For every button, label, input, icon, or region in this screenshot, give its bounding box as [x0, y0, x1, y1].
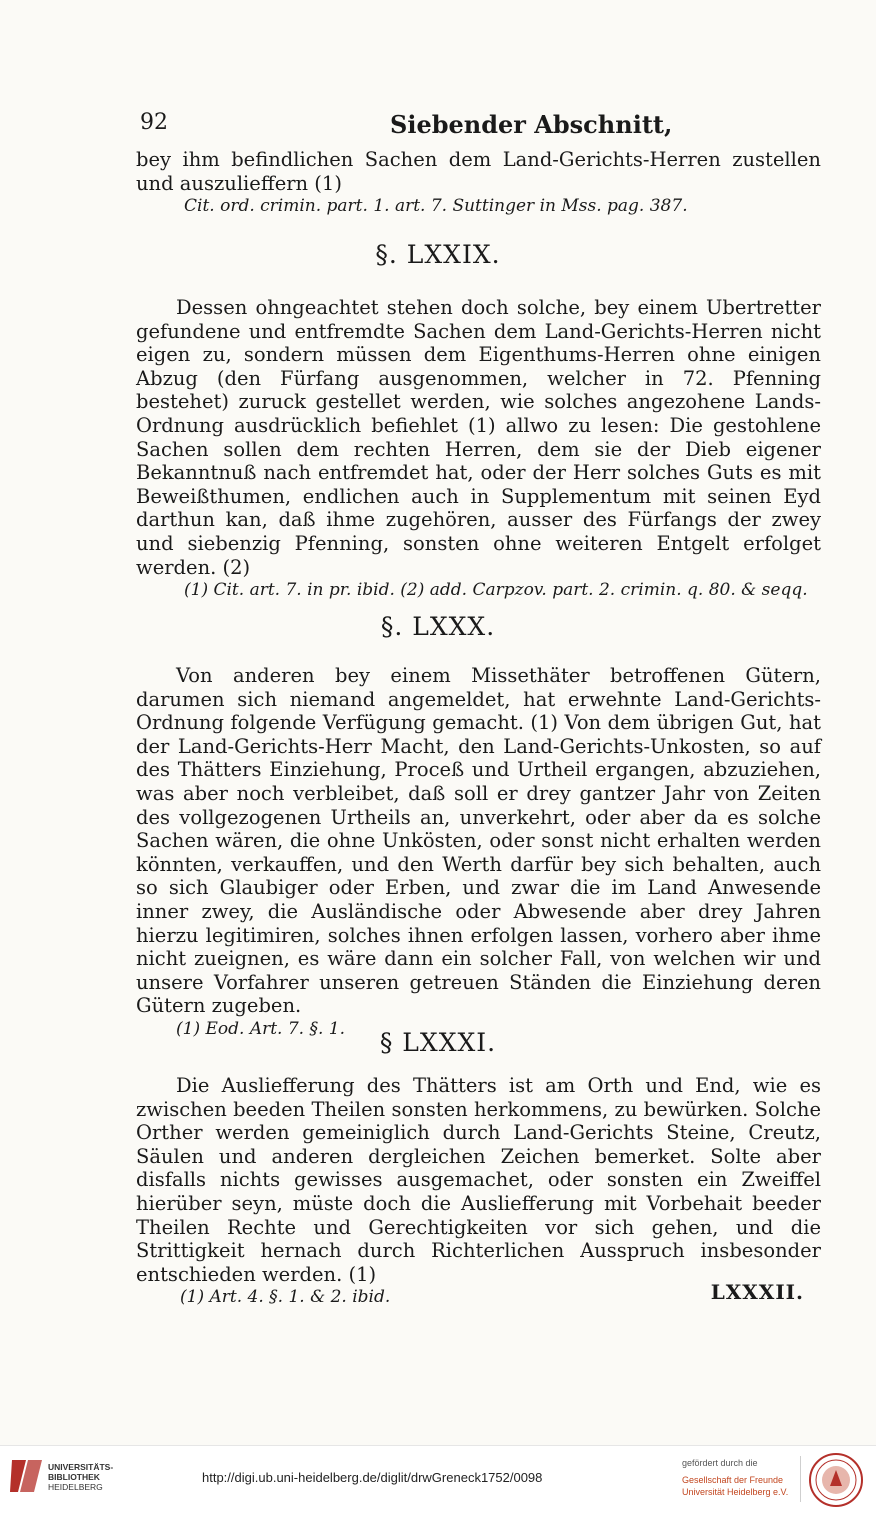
section-lxxx-paragraph: Von anderen bey einem Missethäter betroffenen Gütern, darumen sich niemand angemeldet, hat erwehnte Land-Gerichts-Ordnung folgende Verfügung gemacht. (1) Von dem übrigen Gut, hat der Land-Gerichts-Herr Macht, den Land-Gerichts-Unkosten, so auf des Thätters Einziehung, Proceß und Urtheil ergangen, abzuziehen, was aber noch verbleibet, daß soll er drey gantzer Jahr von Zeiten des vollgezogenen Urtheils an, unverkehrt, oder aber da es solche Sachen wären, die ohne Unkösten, oder sonst nicht erhalten werden könnten, verkauffen, und den Werth darfür bey sich behalten, auch so sich Glaubiger oder Erben, und zwar die im Land Anwesende inner zwey, die Ausländische oder Abwesende aber drey Jahren hierzu legitimiren, solches ihnen erfolgen lassen, vorhero aber ihme nicht zueignen, es wäre dann ein solcher Fall, von welchen wir und unsere Vorfahrer unseren getreuen Ständen die Einziehung deren Gütern zugeben. — [136, 664, 821, 1018]
section-lxxx-block — [136, 664, 821, 1041]
society-name-line-2: Universität Heidelberg e.V. — [682, 1487, 789, 1497]
section-lxxxi-paragraph: Die Ausliefferung des Thätters ist am Orth und End, wie es zwischen beeden Theilen sonsten herkommens, zu bewürken. Solche Orther werden gemeiniglich durch Land-Gerichts Steine, Creutz, Säulen und anderen dergleichen Zeichen bemerket. Solte aber disfalls nichts gewisses ausgemachet, oder sonsten ein Zweiffel hierüber seyn, müste doch die Ausliefferung mit Vorbehait beeder Theilen Rechte und Gerechtigkeiten vor sich gehen, und die Strittigkeit hernach durch Richterlichen Ausspruch insbesonder entschieden werden. (1) — [136, 1074, 821, 1286]
intro-footnote: Cit. ord. crimin. part. 1. art. 7. Suttinger in Mss. pag. 387. — [184, 196, 688, 217]
university-seal-icon — [808, 1452, 864, 1508]
section-lxxix-block — [136, 296, 821, 602]
section-lxxx-footnote: (1) Eod. Art. 7. §. 1. — [176, 1018, 346, 1039]
footer-divider — [800, 1456, 801, 1502]
permalink-url[interactable]: http://digi.ub.uni-heidelberg.de/diglit/drwGreneck1752/0098 — [202, 1470, 543, 1485]
intro-paragraph: bey ihm befindlichen Sachen dem Land-Gerichts-Herren zustellen und auszulieffern (1) — [136, 148, 821, 195]
intro-paragraph-block — [136, 148, 821, 218]
page-number: 92 — [140, 110, 168, 135]
library-name-line-1: UNIVERSITÄTS- — [48, 1462, 114, 1472]
section-lxxxi-footnote: (1) Art. 4. §. 1. & 2. ibid. — [180, 1287, 391, 1308]
page-header — [140, 110, 816, 140]
society-name[interactable] — [682, 1474, 788, 1498]
catchword: LXXXII. — [710, 1280, 804, 1304]
section-lxxxi-block — [136, 1074, 821, 1309]
library-name-line-2: BIBLIOTHEK — [48, 1472, 100, 1482]
section-heading-lxxxi: § LXXXI. — [379, 1028, 497, 1057]
section-heading-lxxx: §. LXXX. — [380, 612, 496, 641]
library-name-line-3: HEIDELBERG — [48, 1482, 103, 1492]
section-lxxix-footnote: (1) Cit. art. 7. in pr. ibid. (2) add. Carpzov. part. 2. crimin. q. 80. & seqq. — [184, 580, 808, 601]
funded-by-label: gefördert durch die — [682, 1458, 758, 1468]
society-name-line-1: Gesellschaft der Freunde — [682, 1475, 784, 1485]
section-heading-lxxix: §. LXXIX. — [375, 240, 501, 269]
library-name — [48, 1462, 113, 1492]
university-library-logo-icon[interactable] — [8, 1456, 44, 1496]
section-lxxix-paragraph: Dessen ohngeachtet stehen doch solche, bey einem Ubertretter gefundene und entfremdte Sachen dem Land-Gerichts-Herren nicht eigen zu, sondern müssen dem Eigenthums-Herren ohne einigen Abzug (den Fürfang ausgenommen, welcher in 72. Pfenning bestehet) zuruck gestellet werden, wie solches angezohene Lands-Ordnung ausdrücklich befiehlet (1) allwo zu lesen: Die gestohlene Sachen sollen dem rechten Herren, dem sie der Dieb eigener Bekanntnuß nach entfremdet hat, oder der Herr solches Guts es mit Beweißthumen, endlichen auch in Supplementum mit seinen Eyd darthun kan, daß ihme zugehören, ausser des Fürfangs der zwey und siebenzig Pfenning, sonsten ohne weiteren Entgelt erfolget werden. (2) — [136, 296, 821, 579]
viewer-footer — [0, 1445, 876, 1514]
running-title: Siebender Abschnitt, — [390, 110, 673, 139]
